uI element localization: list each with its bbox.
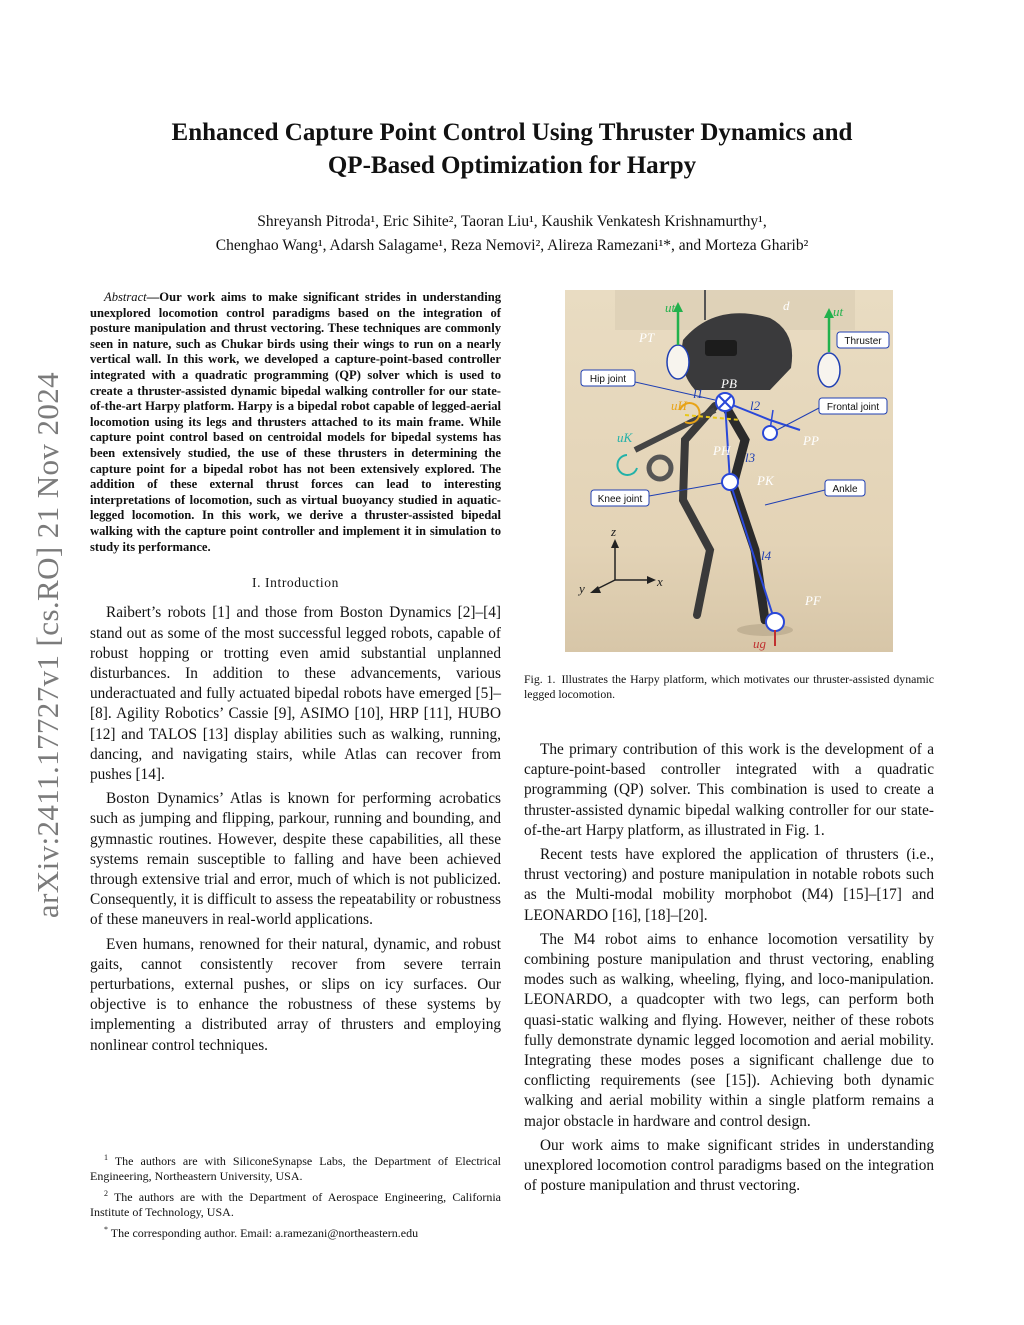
footnote-3-mark: * — [104, 1225, 108, 1234]
harpy-diagram — [565, 290, 893, 652]
footnote-3-text: The corresponding author. Email: a.ramezani@northeastern.edu — [110, 1226, 419, 1240]
body-display — [705, 340, 737, 356]
footnote-2-mark: 2 — [104, 1189, 108, 1198]
abstract-body: Our work aims to make significant strides in understanding unexplored locomotion control paradigms based on the integration of posture manipulation and thrust vectoring. These techniques are commonly seen in nature, such as Chukar birds using their wings to run on a nearly vertical wall. In this work, we developed a capture-point-based controller integrated with a quadratic programming (QP) solver which is used to create a thruster-assisted dynamic bipedal walking controller for our state-of-the-art Harpy platform. Harpy is a bipedal robot capable of legged-aerial locomotion using its legs and thrusters attached to its main frame. While capture point control based on centroidal models for bipedal systems has been extensively studied, the use of these thrusters in determining the capture point for a bipedal robot has not been extensively explored. The addition of these external thrust forces can lead to interesting interpretations of locomotion, such as virtual buoyancy studied in aquatic-legged locomotion. In this work, we derive a thruster-assisted bipedal walking with the capture point controller and implement it in simulation to study its performance. — [90, 290, 501, 554]
symbol-uH: uH — [671, 398, 687, 413]
footnote-1-mark: 1 — [104, 1153, 108, 1162]
knee-joint-marker — [722, 474, 738, 490]
right-paragraph-4: Our work aims to make significant strides in understanding unexplored locomotion control paradigms based on the integration of posture manipulation and thrust vectoring. — [524, 1136, 934, 1195]
symbol-PB: PB — [721, 376, 737, 391]
author-line-1: Shreyansh Pitroda¹, Eric Sihite², Taoran Liu¹, Kaushik Venkatesh Krishnamurthy¹, — [257, 213, 767, 230]
author-list — [100, 210, 924, 258]
callout-ankle-text: Ankle — [832, 484, 858, 495]
symbol-ut-right: ut — [833, 304, 844, 319]
symbol-ug: ug — [753, 636, 766, 651]
footnote-1-text: The authors are with SiliconeSynapse Labs, the Department of Electrical Engineering, Northeastern University, USA. — [90, 1154, 501, 1183]
footnote-3 — [90, 1222, 501, 1241]
footnote-2-text: The authors are with the Department of Aerospace Engineering, California Institute of Technology, USA. — [90, 1190, 501, 1219]
symbol-d: d — [783, 298, 790, 313]
symbol-l4: l4 — [761, 548, 772, 563]
symbol-PP: PP — [803, 433, 819, 448]
paper-title — [100, 116, 924, 182]
figure-caption-text: Illustrates the Harpy platform, which motivates our thruster-assisted dynamic legged locomotion. — [524, 672, 935, 701]
right-paragraph-1: The primary contribution of this work is the development of a capture-point-based controller integrated with a quadratic programming (QP) solver. This combination is used to create a thruster-assisted dynamic bipedal walking controller for our state-of-the-art Harpy platform, as illustrated in Fig. 1. — [524, 741, 934, 839]
arxiv-id-text: arXiv:2411.17727v1 [cs.RO] 21 Nov 2024 — [30, 371, 65, 919]
symbol-l1: l1 — [693, 386, 704, 401]
author-line-2: Chenghao Wang¹, Adarsh Salagame¹, Reza Nemovi², Alireza Ramezani¹*, and Morteza Gharib² — [215, 237, 809, 254]
thruster-right — [818, 353, 840, 387]
callout-frontal-joint-text: Frontal joint — [826, 402, 880, 413]
harpy-figure — [565, 290, 893, 652]
callout-hip-joint-text: Hip joint — [589, 374, 627, 385]
intro-paragraph-3: Even humans, renowned for their natural, dynamic, and robust gaits, cannot consistently recover from severe terrain perturbations, external pushes, or slips on icy surfaces. Our objective is to enhance the robustness of these systems by implementing a distributed array of thrusters and employing nonlinear control techniques. — [90, 935, 501, 1054]
callout-thruster-text: Thruster — [844, 336, 882, 347]
right-paragraph-2: Recent tests have explored the application of thrusters (i.e., thrust vectoring) and posture manipulation in notable robots such as the Multi-modal mobility morphobot (M4) [15]–[17] and LEONARDO [16], [18]–[20]. — [524, 846, 934, 924]
title-line-2: QP-Based Optimization for Harpy — [327, 152, 697, 179]
footnotes — [90, 1150, 501, 1243]
symbol-uK: uK — [617, 430, 633, 445]
axis-z-label: z — [611, 524, 617, 539]
symbol-PH: PH — [713, 443, 731, 458]
symbol-l2: l2 — [750, 398, 761, 413]
footnote-1 — [90, 1150, 501, 1184]
abstract-lead: Abstract — [104, 290, 147, 304]
symbol-PF: PF — [805, 593, 821, 608]
abstract: Abstract—Our work aims to make significant strides in understanding unexplored locomotion control paradigms based on the integration of posture manipulation and thrust vectoring. These techniques are commonly seen in nature, such as Chukar birds using their wings to run on a nearly vertical wall. In this work, we developed a capture-point-based controller integrated with a quadratic programming (QP) solver which is used to create a thruster-assisted dynamic bipedal walking controller for our state-of-the-art Harpy platform. Harpy is a bipedal robot capable of legged-aerial locomotion using its legs and thrusters attached to its main frame. While capture point control based on centroidal models for bipedal systems has been extensively studied, the use of these thrusters in determining the capture point for a bipedal robot has not been extensively explored. The addition of these external thrust forces can lead to interesting interpretations of locomotion, such as virtual buoyancy studied in aquatic-legged locomotion. In this work, we derive a thruster-assisted bipedal walking with the capture point controller and implement it in simulation to study its performance. — [90, 290, 501, 554]
symbol-ut-left: ut — [665, 300, 676, 315]
right-paragraph-3: The M4 robot aims to enhance locomotion versatility by combining posture manipulation and thrust vectoring, enabling modes such as walking, wheeling, flying, and loco-manipulation. LEONARDO, a quadcopter with two legs, can perform both quasi-static walking and flying. However, neither of these robots fully demonstrate dynamic legged locomotion and aerial mobility. Integrating these modes poses a significant challenge due to conflicting requirements (see [15]). Achieving both dynamic walking and aerial mobility within a single platform remains a major obstacle in hardware and control design. — [524, 930, 934, 1130]
foot-marker — [766, 613, 784, 631]
axis-y-label: y — [579, 581, 585, 596]
symbol-PK: PK — [757, 473, 774, 488]
left-column — [90, 290, 501, 1060]
thruster-left — [667, 345, 689, 379]
frontal-joint-marker — [763, 426, 777, 440]
axis-x-label: x — [657, 574, 663, 589]
figure-label: Fig. 1. — [524, 672, 556, 686]
symbol-PT: PT — [639, 330, 655, 345]
section-heading-introduction: I. Introduction — [252, 575, 339, 591]
footnote-2 — [90, 1186, 501, 1220]
intro-paragraph-1: Raibert’s robots [1] and those from Boston Dynamics [2]–[4] stand out as some of the most successful legged robots, capable of robust hopping or trotting even amid substantial unplanned disturbances. In addition to these advancements, various underactuated and fully actuated bipedal robots have emerged [5]–[8]. Agility Robotics’ Cassie [9], ASIMO [10], HRP [11], HUBO [12] and TALOS [13] display abilities such as walking, running, dancing, and navigating stairs, while Atlas can recover from pushes [14]. — [90, 604, 501, 783]
intro-paragraph-2: Boston Dynamics’ Atlas is known for performing acrobatics such as jumping and flipping, parkour, running and bounding, and gymnastic routines. However, despite these capabilities, all these systems remain susceptible to falling and have been achieved through extensive trial and error, much of which is not publicized. Consequently, it is difficult to assess the repeatability or robustness of these maneuvers in real-world applications. — [90, 790, 501, 929]
arxiv-side-identifier — [26, 345, 70, 945]
symbol-l3: l3 — [745, 450, 756, 465]
right-column — [524, 740, 934, 1200]
title-line-1: Enhanced Capture Point Control Using Thruster Dynamics and — [171, 119, 853, 146]
foot-shadow — [737, 624, 793, 636]
figure-caption — [524, 672, 934, 702]
callout-thruster — [837, 332, 889, 348]
callout-knee-joint-text: Knee joint — [597, 494, 643, 505]
